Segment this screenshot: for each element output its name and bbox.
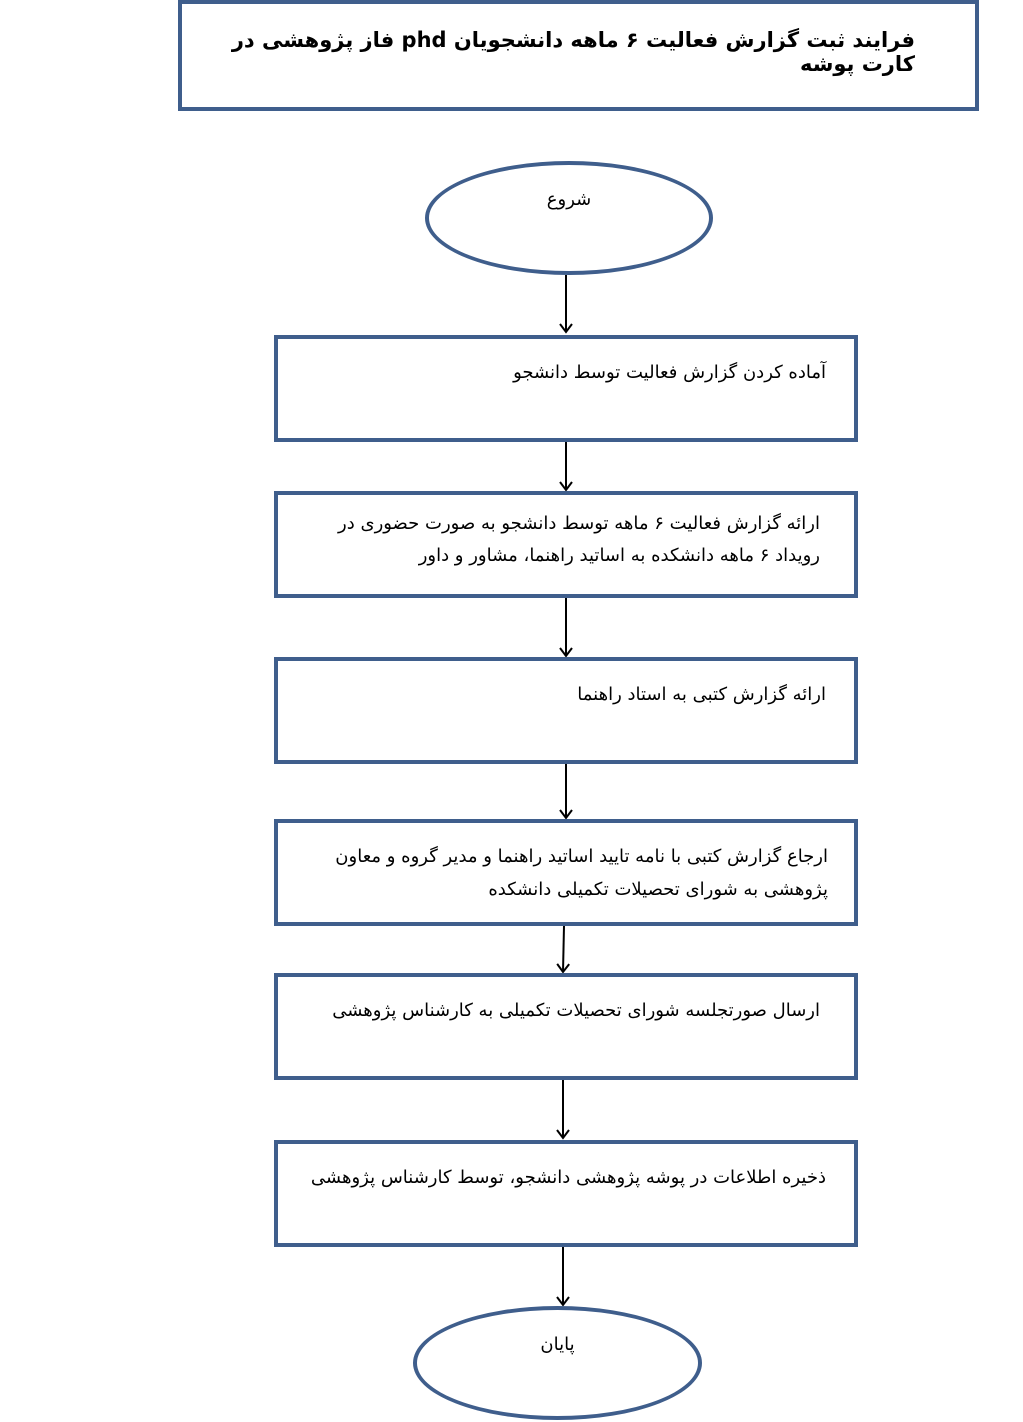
arrow-step-4-to-step-5 [563, 926, 564, 972]
step-5-text: ارسال صورتجلسه شورای تحصیلات تکمیلی به کارشناس پژوهشی [332, 1000, 820, 1021]
step-4-text: ارجاع گزارش کتبی با نامه تایید اساتید راهنما و مدیر گروه و معاون پژوهشی به شورای تحصیلات تکمیلی دانشکده [335, 846, 828, 900]
flowchart-title: فرایند ثبت گزارش فعالیت ۶ ماهه دانشجویان phd فاز پژوهشی در کارت پوشه [231, 28, 915, 76]
step-2-box [274, 491, 858, 598]
step-6-text: ذخیره اطلاعات در پوشه پژوهشی دانشجو، توسط کارشناس پژوهشی [310, 1167, 826, 1188]
end-oval [413, 1306, 702, 1420]
step-6-box [274, 1140, 858, 1247]
step-2-text: ارائه گزارش فعالیت ۶ ماهه توسط دانشجو به صورت حضوری در رویداد ۶ ماهه دانشکده به اساتید راهنما، مشاور و داور [338, 513, 820, 566]
start-oval [425, 161, 713, 275]
end-label: پایان [540, 1334, 575, 1355]
start-label: شروع [546, 189, 592, 210]
step-3-box [274, 657, 858, 764]
step-5-box [274, 973, 858, 1080]
step-1-text: آماده کردن گزارش فعالیت توسط دانشجو [513, 362, 826, 383]
step-1-box [274, 335, 858, 442]
step-4-box [274, 819, 858, 926]
step-3-text: ارائه گزارش کتبی به استاد راهنما [577, 684, 826, 705]
